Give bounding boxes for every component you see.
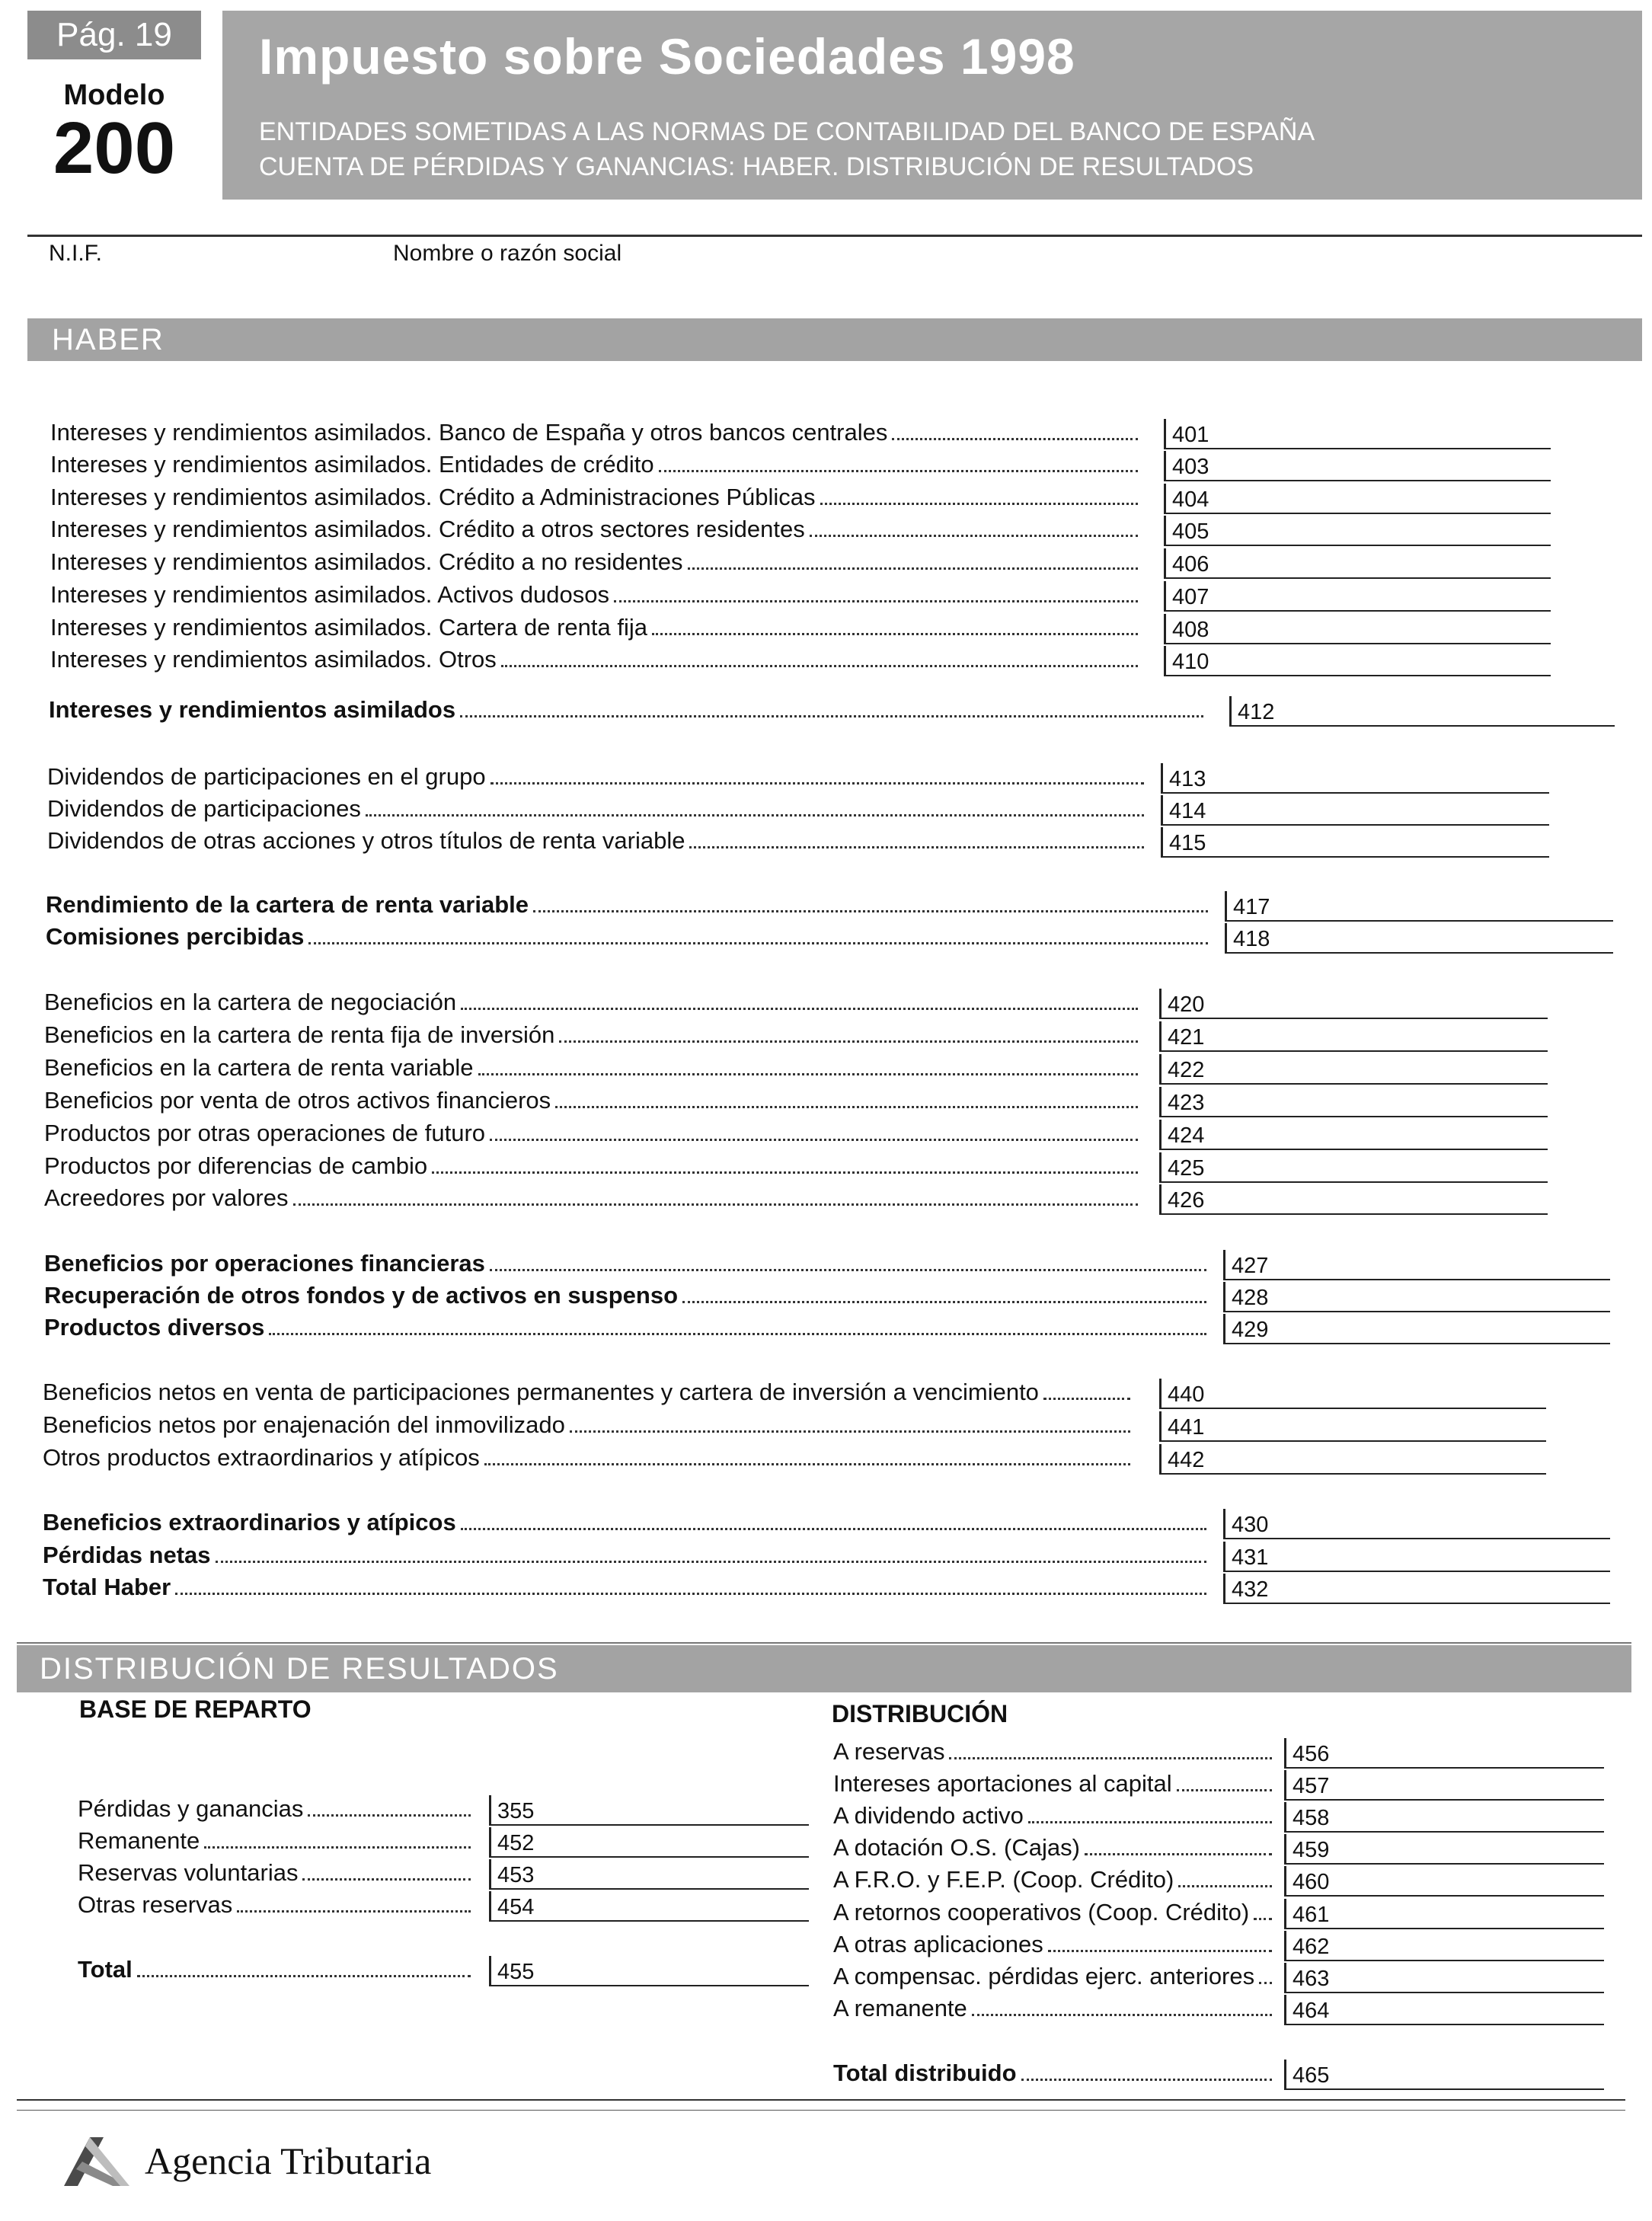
haber-amount-field[interactable] (1159, 1021, 1548, 1052)
haber-row-label (44, 1085, 1142, 1116)
haber-row-label (50, 644, 1142, 675)
base-reparto-amount-field[interactable] (489, 1795, 809, 1826)
dot-leader (972, 2014, 1272, 2016)
dot-leader (501, 665, 1138, 667)
box-code: 421 (1168, 1025, 1205, 1050)
box-code: 457 (1293, 1774, 1330, 1798)
divider (27, 235, 1642, 237)
dot-leader (949, 1757, 1272, 1759)
dot-leader (237, 1910, 471, 1913)
dot-leader (570, 1430, 1130, 1433)
box-code: 429 (1232, 1318, 1269, 1342)
haber-row-label (44, 1118, 1142, 1149)
haber-row-label (44, 1248, 1211, 1279)
haber-row-label (47, 826, 1149, 856)
agency-name: Agencia Tributaria (145, 2140, 432, 2182)
box-code: 401 (1172, 423, 1209, 447)
haber-amount-field[interactable] (1225, 923, 1613, 954)
haber-row-text: Intereses y rendimientos asimilados. Entidades de crédito (50, 451, 654, 478)
dot-leader (659, 470, 1138, 472)
box-code: 404 (1172, 487, 1209, 512)
distribucion-amount-field[interactable] (1284, 1931, 1604, 1961)
haber-row-text: Beneficios netos en venta de participaciones permanentes y cartera de inversión a vencimiento (43, 1379, 1039, 1405)
haber-row-text: Intereses y rendimientos asimilados. Cartera de renta fija (50, 614, 647, 641)
haber-row-text: Rendimiento de la cartera de renta variable (46, 891, 529, 918)
haber-row-text: Beneficios por operaciones financieras (44, 1250, 485, 1277)
dot-leader (688, 567, 1138, 570)
dot-leader (1178, 1885, 1272, 1887)
haber-row-label (50, 514, 1142, 545)
haber-row-label (44, 1280, 1211, 1311)
haber-amount-field[interactable] (1159, 1184, 1548, 1215)
haber-row-label (50, 482, 1142, 513)
haber-row-text: Productos por diferencias de cambio (44, 1152, 428, 1179)
haber-row-text: Pérdidas netas (43, 1542, 211, 1568)
haber-row-label (43, 1540, 1211, 1571)
haber-amount-field[interactable] (1159, 1444, 1546, 1475)
distribucion-row-text: A retornos cooperativos (Coop. Crédito) (833, 1899, 1250, 1925)
box-code: 452 (497, 1831, 535, 1855)
distribucion-row-label (833, 1769, 1277, 1799)
haber-row-label (43, 1572, 1211, 1603)
haber-row-text: Productos por otras operaciones de futuro (44, 1120, 486, 1146)
box-code: 461 (1293, 1903, 1330, 1927)
base-reparto-row-text: Pérdidas y ganancias (78, 1795, 304, 1822)
base-reparto-row-label (78, 1826, 475, 1856)
dot-leader (1085, 1853, 1272, 1855)
haber-amount-field[interactable] (1159, 1152, 1548, 1183)
form-subtitle-1: ENTIDADES SOMETIDAS A LAS NORMAS DE CONTABILIDAD DEL BANCO DE ESPAÑA (259, 117, 1315, 146)
haber-amount-field[interactable] (1159, 1120, 1548, 1150)
haber-row-label (43, 1443, 1135, 1473)
box-code: 464 (1293, 1999, 1330, 2023)
distribucion-row-label (833, 1833, 1277, 1863)
haber-amount-field[interactable] (1164, 646, 1551, 676)
box-code: 417 (1233, 895, 1270, 919)
box-code: 403 (1172, 455, 1209, 479)
distribucion-amount-field[interactable] (1284, 1834, 1604, 1865)
haber-row-text: Intereses y rendimientos asimilados. Activos dudosos (50, 581, 610, 608)
box-code: 407 (1172, 585, 1209, 609)
haber-amount-field[interactable] (1223, 1574, 1610, 1604)
base-reparto-heading: BASE DE REPARTO (79, 1695, 312, 1723)
box-code: 406 (1172, 552, 1209, 577)
haber-amount-field[interactable] (1229, 696, 1615, 727)
haber-row-label (50, 612, 1142, 643)
dot-leader (490, 782, 1144, 785)
dot-leader (490, 1139, 1138, 1141)
box-code: 430 (1232, 1513, 1269, 1537)
divider (17, 2110, 1625, 2111)
haber-amount-field[interactable] (1159, 1087, 1548, 1117)
haber-amount-field[interactable] (1223, 1509, 1610, 1539)
haber-row-label (46, 890, 1213, 920)
nif-label: N.I.F. (49, 241, 103, 266)
base-reparto-row-label (78, 1890, 475, 1920)
modelo-label: Modelo (63, 79, 165, 111)
haber-amount-field[interactable] (1161, 827, 1549, 858)
distribucion-row-label (833, 1737, 1277, 1767)
company-name-label: Nombre o razón social (393, 241, 622, 266)
box-code: 459 (1293, 1838, 1330, 1862)
box-code: 458 (1293, 1806, 1330, 1830)
dot-leader (820, 503, 1138, 505)
dot-leader (1177, 1789, 1272, 1791)
company-name-field[interactable] (393, 268, 1634, 306)
distribucion-amount-field[interactable] (1284, 1995, 1604, 2025)
haber-row-text: Total Haber (43, 1574, 171, 1600)
box-code: 422 (1168, 1058, 1205, 1082)
base-reparto-row-label (78, 1794, 475, 1824)
haber-amount-field[interactable] (1223, 1542, 1610, 1572)
haber-row-label (44, 1020, 1142, 1050)
distribucion-row-text: Intereses aportaciones al capital (833, 1770, 1172, 1797)
base-reparto-amount-field[interactable] (489, 1859, 809, 1890)
distribucion-row-text: A dotación O.S. (Cajas) (833, 1834, 1080, 1861)
dot-leader (892, 438, 1138, 440)
haber-row-text: Dividendos de participaciones (47, 795, 361, 822)
agencia-tributaria-logo-icon (59, 2133, 133, 2189)
box-code: 427 (1232, 1254, 1269, 1278)
haber-amount-field[interactable] (1159, 1411, 1546, 1442)
haber-row-text: Recuperación de otros fondos y de activos en suspenso (44, 1282, 679, 1309)
box-code: 405 (1172, 519, 1209, 544)
dot-leader (269, 1333, 1206, 1335)
box-code: 428 (1232, 1286, 1269, 1310)
haber-section-header: HABER (27, 318, 1642, 361)
distribucion-row-text: A dividendo activo (833, 1802, 1024, 1829)
box-code: 442 (1168, 1448, 1205, 1472)
distribucion-amount-field[interactable] (1284, 1963, 1604, 1993)
modelo-number: 200 (53, 107, 176, 189)
haber-row-text: Intereses y rendimientos asimilados. Banco de España y otros bancos centrales (50, 419, 888, 446)
box-code: 355 (497, 1799, 535, 1823)
base-reparto-amount-field[interactable] (489, 1956, 809, 1986)
haber-row-label (50, 580, 1142, 610)
distribucion-row-label (833, 1801, 1277, 1831)
haber-row-label (44, 987, 1142, 1018)
haber-row-label (46, 922, 1213, 952)
dot-leader (308, 1814, 471, 1817)
box-code: 410 (1172, 650, 1209, 674)
haber-row-text: Intereses y rendimientos asimilados. Otros (50, 646, 497, 673)
distribucion-row-label (833, 1897, 1277, 1928)
haber-row-label (43, 1377, 1135, 1408)
haber-amount-field[interactable] (1161, 763, 1549, 794)
haber-row-label (43, 1410, 1135, 1440)
box-code: 441 (1168, 1415, 1205, 1440)
dot-leader (689, 846, 1144, 848)
box-code: 420 (1168, 992, 1205, 1017)
box-code: 413 (1169, 767, 1206, 791)
distribucion-row-label (833, 1961, 1277, 1992)
form-title: Impuesto sobre Sociedades 1998 (259, 28, 1075, 85)
dot-leader (308, 942, 1208, 944)
haber-amount-field[interactable] (1159, 1379, 1546, 1409)
distribucion-row-label (833, 1993, 1277, 2024)
haber-row-text: Beneficios extraordinarios y atípicos (43, 1509, 456, 1536)
haber-row-label (44, 1151, 1142, 1181)
distribucion-row-text: A compensac. pérdidas ejerc. anteriores (833, 1963, 1255, 1989)
dot-leader (460, 715, 1203, 717)
dot-leader (216, 1561, 1206, 1563)
dot-leader (559, 1040, 1138, 1043)
dot-leader (484, 1463, 1130, 1465)
dot-leader (555, 1106, 1138, 1108)
box-code: 455 (497, 1960, 535, 1984)
form-subtitle-2: CUENTA DE PÉRDIDAS Y GANANCIAS: HABER. DISTRIBUCIÓN DE RESULTADOS (259, 152, 1254, 181)
dot-leader (810, 535, 1138, 537)
dot-leader (1048, 1950, 1272, 1952)
haber-amount-field[interactable] (1164, 451, 1551, 481)
haber-amount-field[interactable] (1164, 419, 1551, 449)
box-code: 454 (497, 1895, 535, 1919)
base-reparto-row-text: Total (78, 1956, 133, 1983)
box-code: 453 (497, 1863, 535, 1887)
box-code: 462 (1293, 1935, 1330, 1959)
box-code: 424 (1168, 1123, 1205, 1148)
haber-row-text: Intereses y rendimientos asimilados. Crédito a Administraciones Públicas (50, 484, 816, 510)
base-reparto-row-label (78, 1954, 475, 1985)
haber-amount-field[interactable] (1159, 989, 1548, 1019)
haber-row-label (44, 1312, 1211, 1343)
box-code: 463 (1293, 1967, 1330, 1991)
box-code: 426 (1168, 1188, 1205, 1213)
box-code: 432 (1232, 1577, 1269, 1602)
dot-leader (175, 1593, 1206, 1595)
base-reparto-amount-field[interactable] (489, 1827, 809, 1858)
dot-leader (137, 1975, 471, 1977)
haber-row-text: Intereses y rendimientos asimilados (49, 696, 456, 723)
haber-amount-field[interactable] (1225, 891, 1613, 922)
haber-row-label (47, 762, 1149, 792)
box-code: 465 (1293, 2063, 1330, 2088)
box-code: 456 (1293, 1742, 1330, 1766)
box-code: 418 (1233, 927, 1270, 951)
dot-leader (652, 633, 1138, 635)
haber-row-label (44, 1183, 1142, 1213)
distribucion-amount-field[interactable] (1284, 1738, 1604, 1769)
base-reparto-row-text: Remanente (78, 1827, 200, 1854)
distribucion-row-text: A reservas (833, 1738, 945, 1765)
dot-leader (293, 1203, 1139, 1206)
distribucion-row-text: Total distribuido (833, 2060, 1017, 2086)
haber-row-text: Comisiones percibidas (46, 923, 305, 950)
dot-leader (461, 1008, 1138, 1010)
distribucion-amount-field[interactable] (1284, 2060, 1604, 2090)
distribucion-section-header: DISTRIBUCIÓN DE RESULTADOS (17, 1645, 1631, 1692)
haber-row-label (50, 547, 1142, 577)
distribucion-row-label (833, 1865, 1277, 1895)
haber-row-text: Beneficios en la cartera de renta variable (44, 1054, 474, 1081)
dot-leader (490, 1269, 1206, 1271)
dot-leader (614, 600, 1138, 602)
title-band (222, 11, 1642, 200)
haber-row-text: Intereses y rendimientos asimilados. Crédito a no residentes (50, 548, 683, 575)
box-code: 415 (1169, 831, 1206, 855)
haber-amount-field[interactable] (1223, 1314, 1610, 1344)
box-code: 431 (1232, 1545, 1269, 1570)
distribucion-amount-field[interactable] (1284, 1866, 1604, 1897)
dot-leader (302, 1878, 471, 1881)
haber-row-text: Acreedores por valores (44, 1184, 289, 1211)
dot-leader (204, 1846, 471, 1849)
haber-row-text: Beneficios en la cartera de renta fija de inversión (44, 1021, 555, 1048)
box-code: 414 (1169, 799, 1206, 823)
dot-leader (366, 814, 1144, 816)
divider (17, 1642, 1631, 1644)
haber-amount-field[interactable] (1159, 1054, 1548, 1085)
base-reparto-row-text: Reservas voluntarias (78, 1859, 299, 1886)
haber-row-text: Dividendos de otras acciones y otros títulos de renta variable (47, 827, 685, 854)
distribucion-row-text: A otras aplicaciones (833, 1931, 1043, 1957)
haber-row-label (44, 1053, 1142, 1083)
haber-row-text: Productos diversos (44, 1314, 265, 1341)
dot-leader (1254, 1918, 1272, 1920)
distribucion-row-text: A F.R.O. y F.E.P. (Coop. Crédito) (833, 1866, 1174, 1893)
dot-leader (1259, 1982, 1272, 1984)
box-code: 425 (1168, 1156, 1205, 1181)
haber-row-text: Intereses y rendimientos asimilados. Crédito a otros sectores residentes (50, 516, 805, 542)
box-code: 408 (1172, 618, 1209, 642)
haber-row-text: Beneficios por venta de otros activos financieros (44, 1087, 551, 1114)
haber-row-label (49, 695, 1208, 725)
dot-leader (432, 1171, 1138, 1174)
haber-amount-field[interactable] (1161, 795, 1549, 826)
base-reparto-row-text: Otras reservas (78, 1891, 233, 1918)
distribucion-amount-field[interactable] (1284, 1899, 1604, 1929)
dot-leader (533, 910, 1208, 912)
distribucion-row-text: A remanente (833, 1995, 967, 2021)
page-number-tab: Pág. 19 (27, 11, 201, 59)
haber-amount-field[interactable] (1223, 1250, 1610, 1280)
dot-leader (1043, 1398, 1130, 1400)
dot-leader (1021, 2079, 1272, 2081)
haber-amount-field[interactable] (1164, 581, 1551, 612)
box-code: 423 (1168, 1091, 1205, 1115)
haber-row-label (43, 1507, 1211, 1538)
nif-field[interactable] (46, 268, 381, 306)
haber-amount-field[interactable] (1164, 484, 1551, 514)
dot-leader (478, 1073, 1139, 1075)
haber-row-label (50, 417, 1142, 448)
divider (17, 2099, 1625, 2101)
distribucion-heading: DISTRIBUCIÓN (832, 1700, 1008, 1727)
haber-amount-field[interactable] (1164, 516, 1551, 546)
haber-row-text: Dividendos de participaciones en el grupo (47, 763, 486, 790)
haber-row-label (47, 794, 1149, 824)
dot-leader (682, 1301, 1206, 1303)
haber-amount-field[interactable] (1164, 548, 1551, 579)
dot-leader (1028, 1821, 1272, 1823)
base-reparto-row-label (78, 1858, 475, 1888)
haber-row-text: Beneficios en la cartera de negociación (44, 989, 457, 1015)
haber-row-text: Beneficios netos por enajenación del inmovilizado (43, 1411, 565, 1438)
distribucion-row-label (833, 2058, 1277, 2088)
dot-leader (461, 1528, 1206, 1530)
haber-row-text: Otros productos extraordinarios y atípicos (43, 1444, 480, 1471)
haber-amount-field[interactable] (1164, 614, 1551, 644)
box-code: 460 (1293, 1870, 1330, 1894)
distribucion-row-label (833, 1929, 1277, 1960)
base-reparto-amount-field[interactable] (489, 1891, 809, 1922)
distribucion-amount-field[interactable] (1284, 1802, 1604, 1833)
haber-amount-field[interactable] (1223, 1282, 1610, 1312)
haber-row-label (50, 449, 1142, 480)
box-code: 440 (1168, 1382, 1205, 1407)
distribucion-amount-field[interactable] (1284, 1770, 1604, 1801)
box-code: 412 (1238, 700, 1275, 724)
